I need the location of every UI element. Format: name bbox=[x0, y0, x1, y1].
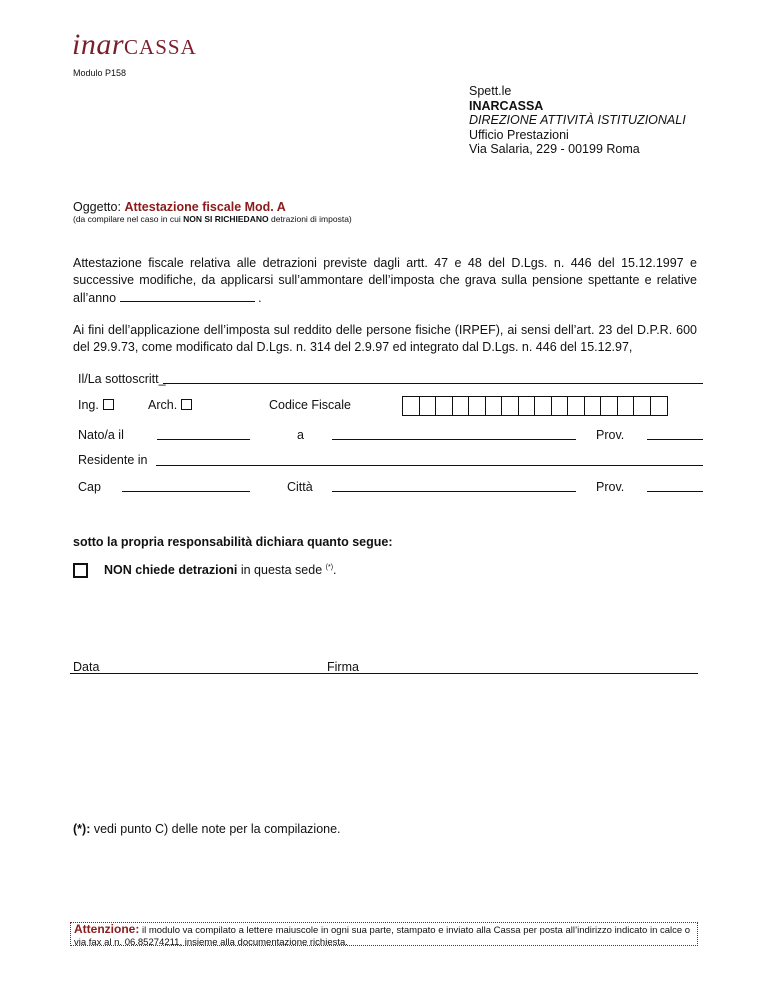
firma-label: Firma bbox=[327, 660, 359, 674]
luogo-label: a bbox=[297, 428, 304, 442]
sottoscritto-field[interactable] bbox=[163, 383, 703, 384]
footnote bbox=[73, 822, 341, 836]
logo-part1: inar bbox=[72, 28, 125, 61]
sottoscritto-label: Il/La sottoscritt_ bbox=[78, 372, 166, 386]
inarcassa-logo bbox=[72, 28, 197, 62]
declaration: sotto la propria responsabilità dichiara quanto segue: bbox=[73, 535, 393, 549]
prov2-label: Prov. bbox=[596, 480, 625, 494]
recipient-direction: DIREZIONE ATTIVITÀ ISTITUZIONALI bbox=[469, 113, 686, 127]
codice-fiscale-cell[interactable] bbox=[634, 397, 651, 415]
anno-field[interactable] bbox=[120, 289, 255, 302]
note-prefix: (da compilare nel caso in cui bbox=[73, 214, 181, 224]
no-detrazioni-option bbox=[104, 563, 337, 577]
paragraph-irpef: Ai fini dell’applicazione dell’imposta sul reddito delle persone fisiche (IRPEF), ai sensi dell’art. 23 del D.P.R. 600 del 29.9.73, come modificato dal D.Lgs. n. 314 del 2.9.97 ed integrato dal D.Lgs. n. 446 del 15.12.97, bbox=[73, 323, 697, 354]
prov-field[interactable] bbox=[647, 439, 703, 440]
cap-label: Cap bbox=[78, 480, 101, 494]
arch-label: Arch. bbox=[148, 398, 178, 412]
codice-fiscale-cell[interactable] bbox=[651, 397, 668, 415]
arch-checkbox[interactable] bbox=[181, 399, 192, 410]
ing-option bbox=[78, 398, 114, 412]
codice-fiscale-cell[interactable] bbox=[403, 397, 420, 415]
codice-fiscale-cell[interactable] bbox=[436, 397, 453, 415]
subject-note bbox=[73, 214, 352, 224]
option-end: . bbox=[333, 563, 337, 577]
ing-label: Ing. bbox=[78, 398, 99, 412]
logo-part2: CASSA bbox=[124, 35, 197, 59]
codice-fiscale-cell[interactable] bbox=[519, 397, 536, 415]
salutation: Spett.le bbox=[469, 84, 512, 98]
subject-label: Oggetto: bbox=[73, 200, 121, 214]
footnote-text: vedi punto C) delle note per la compilazione. bbox=[93, 822, 341, 836]
no-detrazioni-checkbox[interactable] bbox=[73, 563, 88, 583]
codice-fiscale-cell[interactable] bbox=[552, 397, 569, 415]
option-sup: (*) bbox=[325, 563, 334, 571]
ing-checkbox[interactable] bbox=[103, 399, 114, 410]
paragraph1-text: Attestazione fiscale relativa alle detrazioni previste dagli artt. 47 e 48 del D.Lgs. n. 446 del 15.12.1997 e successive modifiche, da applicarsi sull’ammontare dell’imposta che grava sulla pensione spettante e relative all’anno bbox=[73, 256, 697, 305]
codice-fiscale-cell[interactable] bbox=[535, 397, 552, 415]
data-label: Data bbox=[73, 660, 100, 674]
prov-label: Prov. bbox=[596, 428, 625, 442]
paragraph1-end: . bbox=[258, 291, 262, 305]
arch-option bbox=[148, 398, 192, 412]
codice-fiscale-label: Codice Fiscale bbox=[269, 398, 351, 412]
recipient-address bbox=[469, 84, 686, 157]
prov2-field[interactable] bbox=[647, 491, 703, 492]
note-bold: NON SI RICHIEDANO bbox=[183, 214, 269, 224]
note-suffix: detrazioni di imposta) bbox=[270, 214, 352, 224]
codice-fiscale-cell[interactable] bbox=[453, 397, 470, 415]
cap-field[interactable] bbox=[122, 491, 250, 492]
data-firma-line[interactable] bbox=[70, 673, 698, 674]
codice-fiscale-cell[interactable] bbox=[568, 397, 585, 415]
modulo-code: Modulo P158 bbox=[73, 68, 127, 78]
codice-fiscale-cell[interactable] bbox=[469, 397, 486, 415]
citta-field[interactable] bbox=[332, 491, 576, 492]
codice-fiscale-cell[interactable] bbox=[502, 397, 519, 415]
residente-label: Residente in bbox=[78, 453, 148, 467]
paragraph-attestazione bbox=[73, 255, 697, 307]
codice-fiscale-field[interactable] bbox=[402, 396, 668, 416]
option-bold: NON chiede detrazioni bbox=[104, 563, 238, 577]
residente-field[interactable] bbox=[156, 465, 703, 466]
codice-fiscale-cell[interactable] bbox=[420, 397, 437, 415]
codice-fiscale-cell[interactable] bbox=[618, 397, 635, 415]
subject-title: Attestazione fiscale Mod. A bbox=[124, 200, 286, 214]
codice-fiscale-cell[interactable] bbox=[585, 397, 602, 415]
luogo-field[interactable] bbox=[332, 439, 576, 440]
codice-fiscale-cell[interactable] bbox=[601, 397, 618, 415]
nato-label: Nato/a il bbox=[78, 428, 124, 442]
recipient-street: Via Salaria, 229 - 00199 Roma bbox=[469, 142, 640, 156]
subject bbox=[73, 200, 286, 214]
nato-field[interactable] bbox=[157, 439, 250, 440]
codice-fiscale-cell[interactable] bbox=[486, 397, 503, 415]
attention-label: Attenzione: bbox=[74, 922, 140, 936]
option-rest: in questa sede bbox=[240, 563, 323, 577]
footnote-marker: (*): bbox=[73, 822, 91, 836]
recipient-office: Ufficio Prestazioni bbox=[469, 127, 569, 142]
recipient-name: INARCASSA bbox=[469, 98, 544, 113]
citta-label: Città bbox=[287, 480, 313, 494]
attention-box bbox=[70, 922, 698, 946]
attention-text: il modulo va compilato a lettere maiuscole in ogni sua parte, stampato e inviato alla Cassa per posta all’indirizzo indicato in calce o via fax al n. 06.85274211, insieme alla documentazione richiesta. bbox=[74, 925, 691, 948]
